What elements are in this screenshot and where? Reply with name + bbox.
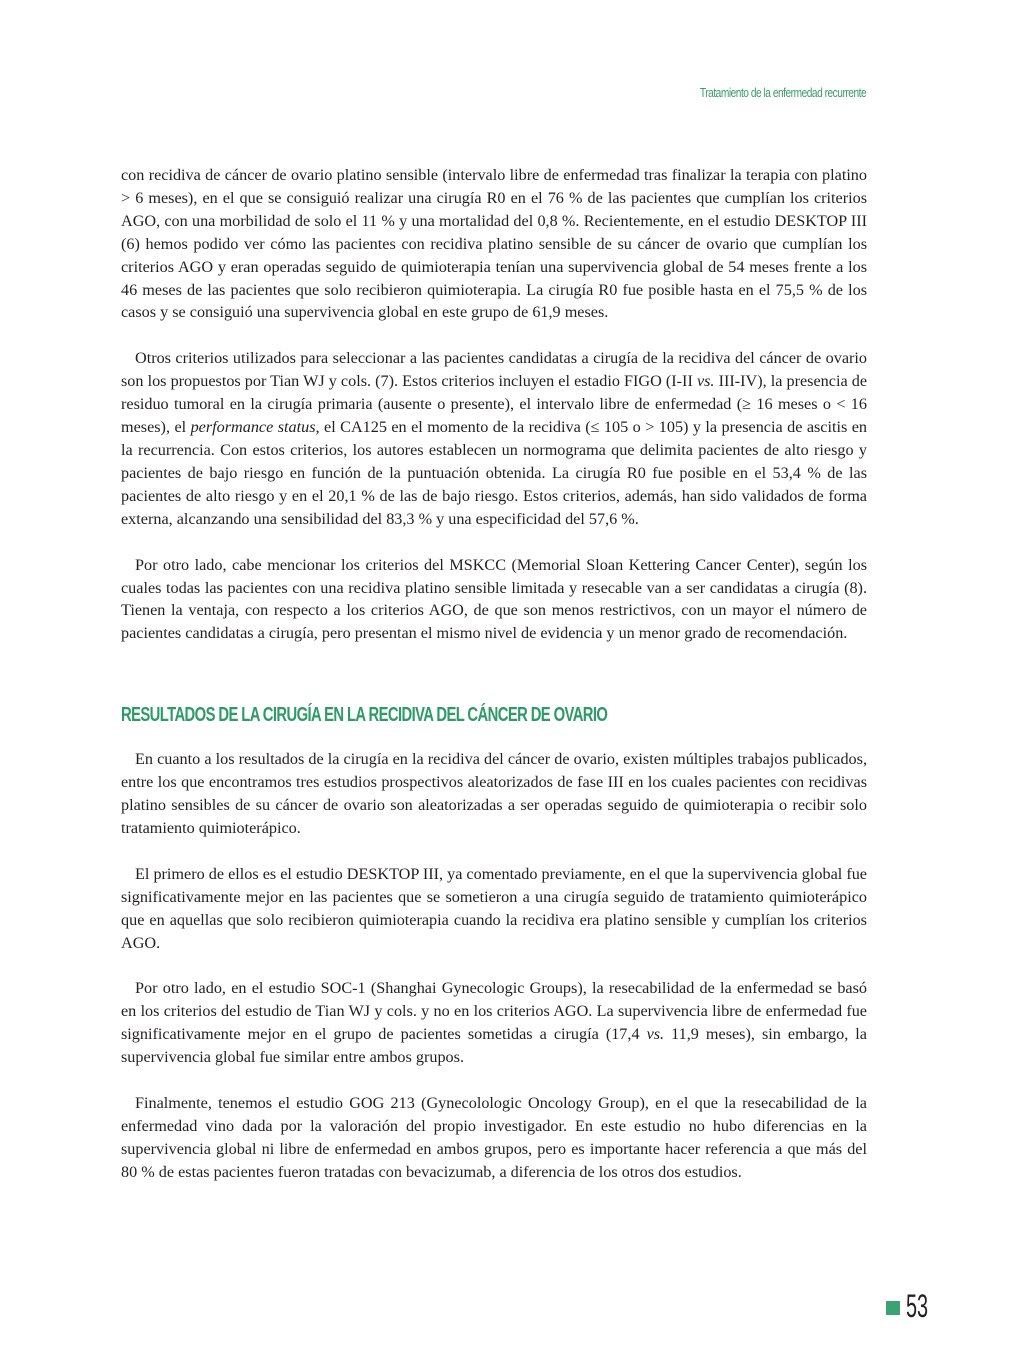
text-run: Otros criterios utilizados para seleccionar a las pacientes candidatas a cirugía de la recidiva del cáncer de ovario son los propuestos por Tian WJ y cols. (7). Estos criterios incluyen el estadio FIGO (I-II xyxy=(121,349,867,391)
text-run: Por otro lado, en el estudio SOC-1 (Shanghai Gynecologic Groups), la resecabilidad de la enfermedad se basó en los criterios del estudio de Tian WJ y cols. y no en los criterios AGO. La supervivencia libre de enfermedad fue significativamente mejor en el grupo de pacientes sometidas a cirugía (17,4 xyxy=(121,979,867,1044)
italic-vs: vs. xyxy=(696,372,715,391)
text-run: el CA125 en el momento de la recidiva (≤ 105 o > 105) y la presencia de ascitis en la recurrencia. Con estos criterios, los autores establecen un normograma que delimita pacientes de alto riesgo y pacientes de bajo riesgo en función de la puntuación obtenida. La cirugía R0 fue posible en el 53,4 % de las pacientes de alto riesgo y en el 20,1 % de las de bajo riesgo. Estos criterios, además, han sido validados de forma externa, alcanzando una sensibilidad del 83,3 % y una especificidad del 57,6 %. xyxy=(121,418,868,528)
page-marker-square-icon xyxy=(886,1301,900,1315)
paragraph-recidiva-ago: con recidiva de cáncer de ovario platino sensible (intervalo libre de enfermedad tras finalizar la terapia con platino > 6 meses), en el que se consiguió realizar una cirugía R0 en el 76 % de las pacientes que cumplían los criterios AGO, con una morbilidad de solo el 11 % y una mortalidad del 0,8 %. Recientemente, en el estudio DESKTOP III (6) hemos podido ver cómo las pacientes con recidiva platino sensible de su cáncer de ovario que cumplían los criterios AGO y eran operadas seguido de quimioterapia tenían una supervivencia global de 54 meses frente a los 46 meses de las pacientes que solo recibieron quimioterapia. La cirugía R0 fue posible hasta en el 75,5 % de los casos y se consiguió una supervivencia global en este grupo de 61,9 meses. xyxy=(121,166,867,322)
paragraph-gog-213: Finalmente, tenemos el estudio GOG 213 (Gynecolologic Oncology Group), en el que la resecabilidad de la enfermedad vino dada por la valoración del propio investigador. En este estudio no hubo diferencias en la supervivencia global ni libre de enfermedad en ambos grupos, pero es importante hacer referencia a que más del 80 % de estas pacientes fueron tratadas con bevacizumab, a diferencia de los otros dos estudios. xyxy=(121,1094,867,1181)
paragraph-desktop-iii: El primero de ellos es el estudio DESKTOP III, ya comentado previamente, en el que la supervivencia global fue significativamente mejor en las pacientes que se sometieron a una cirugía seguido de tratamiento quimioterápico que en aquellas que solo recibieron quimioterapia cuando la recidiva era platino sensible y cumplían los criterios AGO. xyxy=(121,864,867,952)
paragraph-resultados-intro: En cuanto a los resultados de la cirugía en la recidiva del cáncer de ovario, existen múltiples trabajos publicados, entre los que encontramos tres estudios prospectivos aleatorizados de fase III en los cuales pacientes con recidivas platino sensibles de su cáncer de ovario son aleatorizadas a ser operadas seguido de quimioterapia o recibir solo tratamiento quimioterápico. xyxy=(121,750,867,837)
paragraph-criterios-tian xyxy=(121,347,867,530)
paragraph-criterios-mskcc: Por otro lado, cabe mencionar los criterios del MSKCC (Memorial Sloan Kettering Cancer Center), según los cuales todas las pacientes con una recidiva platino sensible limitada y resecable van a ser candidatas a cirugía (8). Tienen la ventaja, con respecto a los criterios AGO, de que son menos restrictivos, con un mayor el número de pacientes candidatas a cirugía, pero presentan el mismo nivel de evidencia y un menor grado de recomendación. xyxy=(121,555,867,643)
running-header-title: Tratamiento de la enfermedad recurrente xyxy=(699,85,866,100)
italic-vs: vs. xyxy=(646,1025,665,1044)
page-number-text: 53 xyxy=(906,1288,929,1324)
text-run: 11,9 meses), sin embargo, la supervivencia global fue similar entre ambos grupos. xyxy=(121,1025,867,1067)
paragraph-soc-1 xyxy=(121,977,867,1069)
text-run: III-IV), la presencia de residuo tumoral en la cirugía primaria (ausente o presente), el intervalo libre de enfermedad (≥ 16 meses o < 16 meses), el xyxy=(121,372,867,437)
italic-performance-status: performance status, xyxy=(190,418,320,437)
section-heading: RESULTADOS DE LA CIRUGÍA EN LA RECIDIVA DEL CÁNCER DE OVARIO xyxy=(121,704,608,727)
page-body xyxy=(121,164,867,1184)
page-number xyxy=(886,1290,930,1322)
